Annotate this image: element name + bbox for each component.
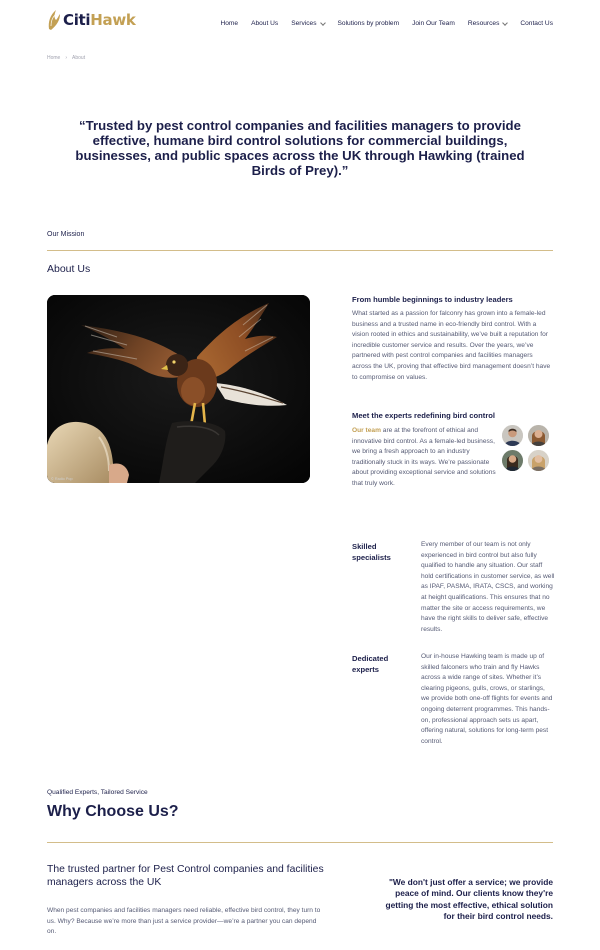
avatar — [502, 425, 523, 446]
nav-resources[interactable]: Resources — [468, 20, 508, 27]
nav-services[interactable]: Services — [291, 20, 324, 27]
hero-quote: “Trusted by pest control companies and facilities managers to provide effective, humane bird control solutions for commercial buildings, businesses, and public spaces across the UK through Hawking (trained Birds of Prey).” — [75, 118, 525, 178]
breadcrumb-current: About — [72, 55, 86, 61]
humble-beginnings-text: What started as a passion for falconry has grown into a female-led business and a trusted name in eco-friendly bird control. With a vision rooted in ethics and sustainability, we’ve built a reputation for incredible customer service and results. Over the years, we’ve partnered with pest control companies and facilities managers across the UK, proving that effective bird management doesn’t have to compromise on values. — [352, 310, 551, 381]
site-header — [0, 0, 600, 48]
divider — [47, 842, 553, 843]
experts-heading: Meet the experts redefining bird control — [352, 411, 496, 420]
chevron-down-icon — [503, 20, 509, 26]
breadcrumb — [47, 55, 85, 61]
our-team-link[interactable]: Our team — [352, 427, 381, 434]
breadcrumb-home[interactable]: Home — [47, 55, 61, 61]
avatar — [528, 450, 549, 471]
experts-body: are at the forefront of ethical and innovative bird control. As a female-led business, we bring a fresh approach to an industry traditionally stuck in its ways. We’re passionate about providing exceptional service and solutions that truly work. — [352, 427, 496, 487]
brand-name: CitiHawk — [63, 11, 136, 29]
nav-solutions-by-problem[interactable]: Solutions by problem — [337, 20, 400, 27]
main-nav — [220, 20, 553, 27]
divider — [47, 250, 553, 251]
citihawk-logo[interactable] — [47, 7, 136, 33]
skilled-specialists-heading: Skilled specialists — [352, 542, 391, 562]
dedicated-experts-heading: Dedicated experts — [352, 654, 389, 674]
about-title: About Us — [47, 263, 91, 275]
humble-beginnings-heading: From humble beginnings to industry leaders — [352, 295, 513, 304]
hawk-wing-icon — [47, 9, 61, 31]
chevron-down-icon — [320, 20, 326, 26]
falconry-hawk-image — [47, 295, 310, 483]
nav-home[interactable]: Home — [220, 20, 239, 27]
trusted-partner-heading: The trusted partner for Pest Control companies and facilities managers across the UK — [47, 864, 324, 888]
nav-contact-us[interactable]: Contact Us — [520, 20, 553, 27]
why-subtitle: Qualified Experts, Tailored Service — [47, 789, 148, 796]
nav-about-us[interactable]: About Us — [251, 20, 279, 27]
skilled-specialists-text: Every member of our team is not only experienced in bird control but also fully qualified to handle any situation. Our staff hold certifications in customer service, as well as IPAF, PASMA, IRATA, CSCS, and working at height qualifications. This ensures that no matter the site or access requirements, we have the right skills to deliver safe, effective results. — [421, 541, 555, 633]
breadcrumb-separator: › — [65, 55, 68, 61]
hawk-photo-illustration — [47, 295, 310, 483]
trusted-partner-text: When pest companies and facilities managers need reliable, effective bird control, they turn to us. Why? Because we’re more than just a service provider—we’re a partner you can depend on. — [47, 907, 321, 936]
mission-label: Our Mission — [47, 231, 85, 238]
dedicated-experts-text: Our in-house Hawking team is made up of skilled falconers who train and fly Hawks across a wide range of sites. Whether it’s clearing pigeons, gulls, crows, or starlings, we provide both one-off flights for events and ongoing deterrent programmes. This hands-on, professional approach sets us apart, offering natural, solutions for long-term pest control. — [421, 653, 553, 745]
peace-of-mind-quote: "We don't just offer a service; we provide peace of mind. Our clients know they're getting the most effective, ethical solution for their bird control needs. — [385, 877, 553, 922]
avatar — [502, 450, 523, 471]
team-avatars — [502, 425, 552, 473]
why-title: Why Choose Us? — [47, 803, 179, 820]
nav-join-our-team[interactable]: Join Our Team — [412, 20, 455, 27]
image-credit: © Radio Pop — [51, 477, 73, 481]
avatar — [528, 425, 549, 446]
